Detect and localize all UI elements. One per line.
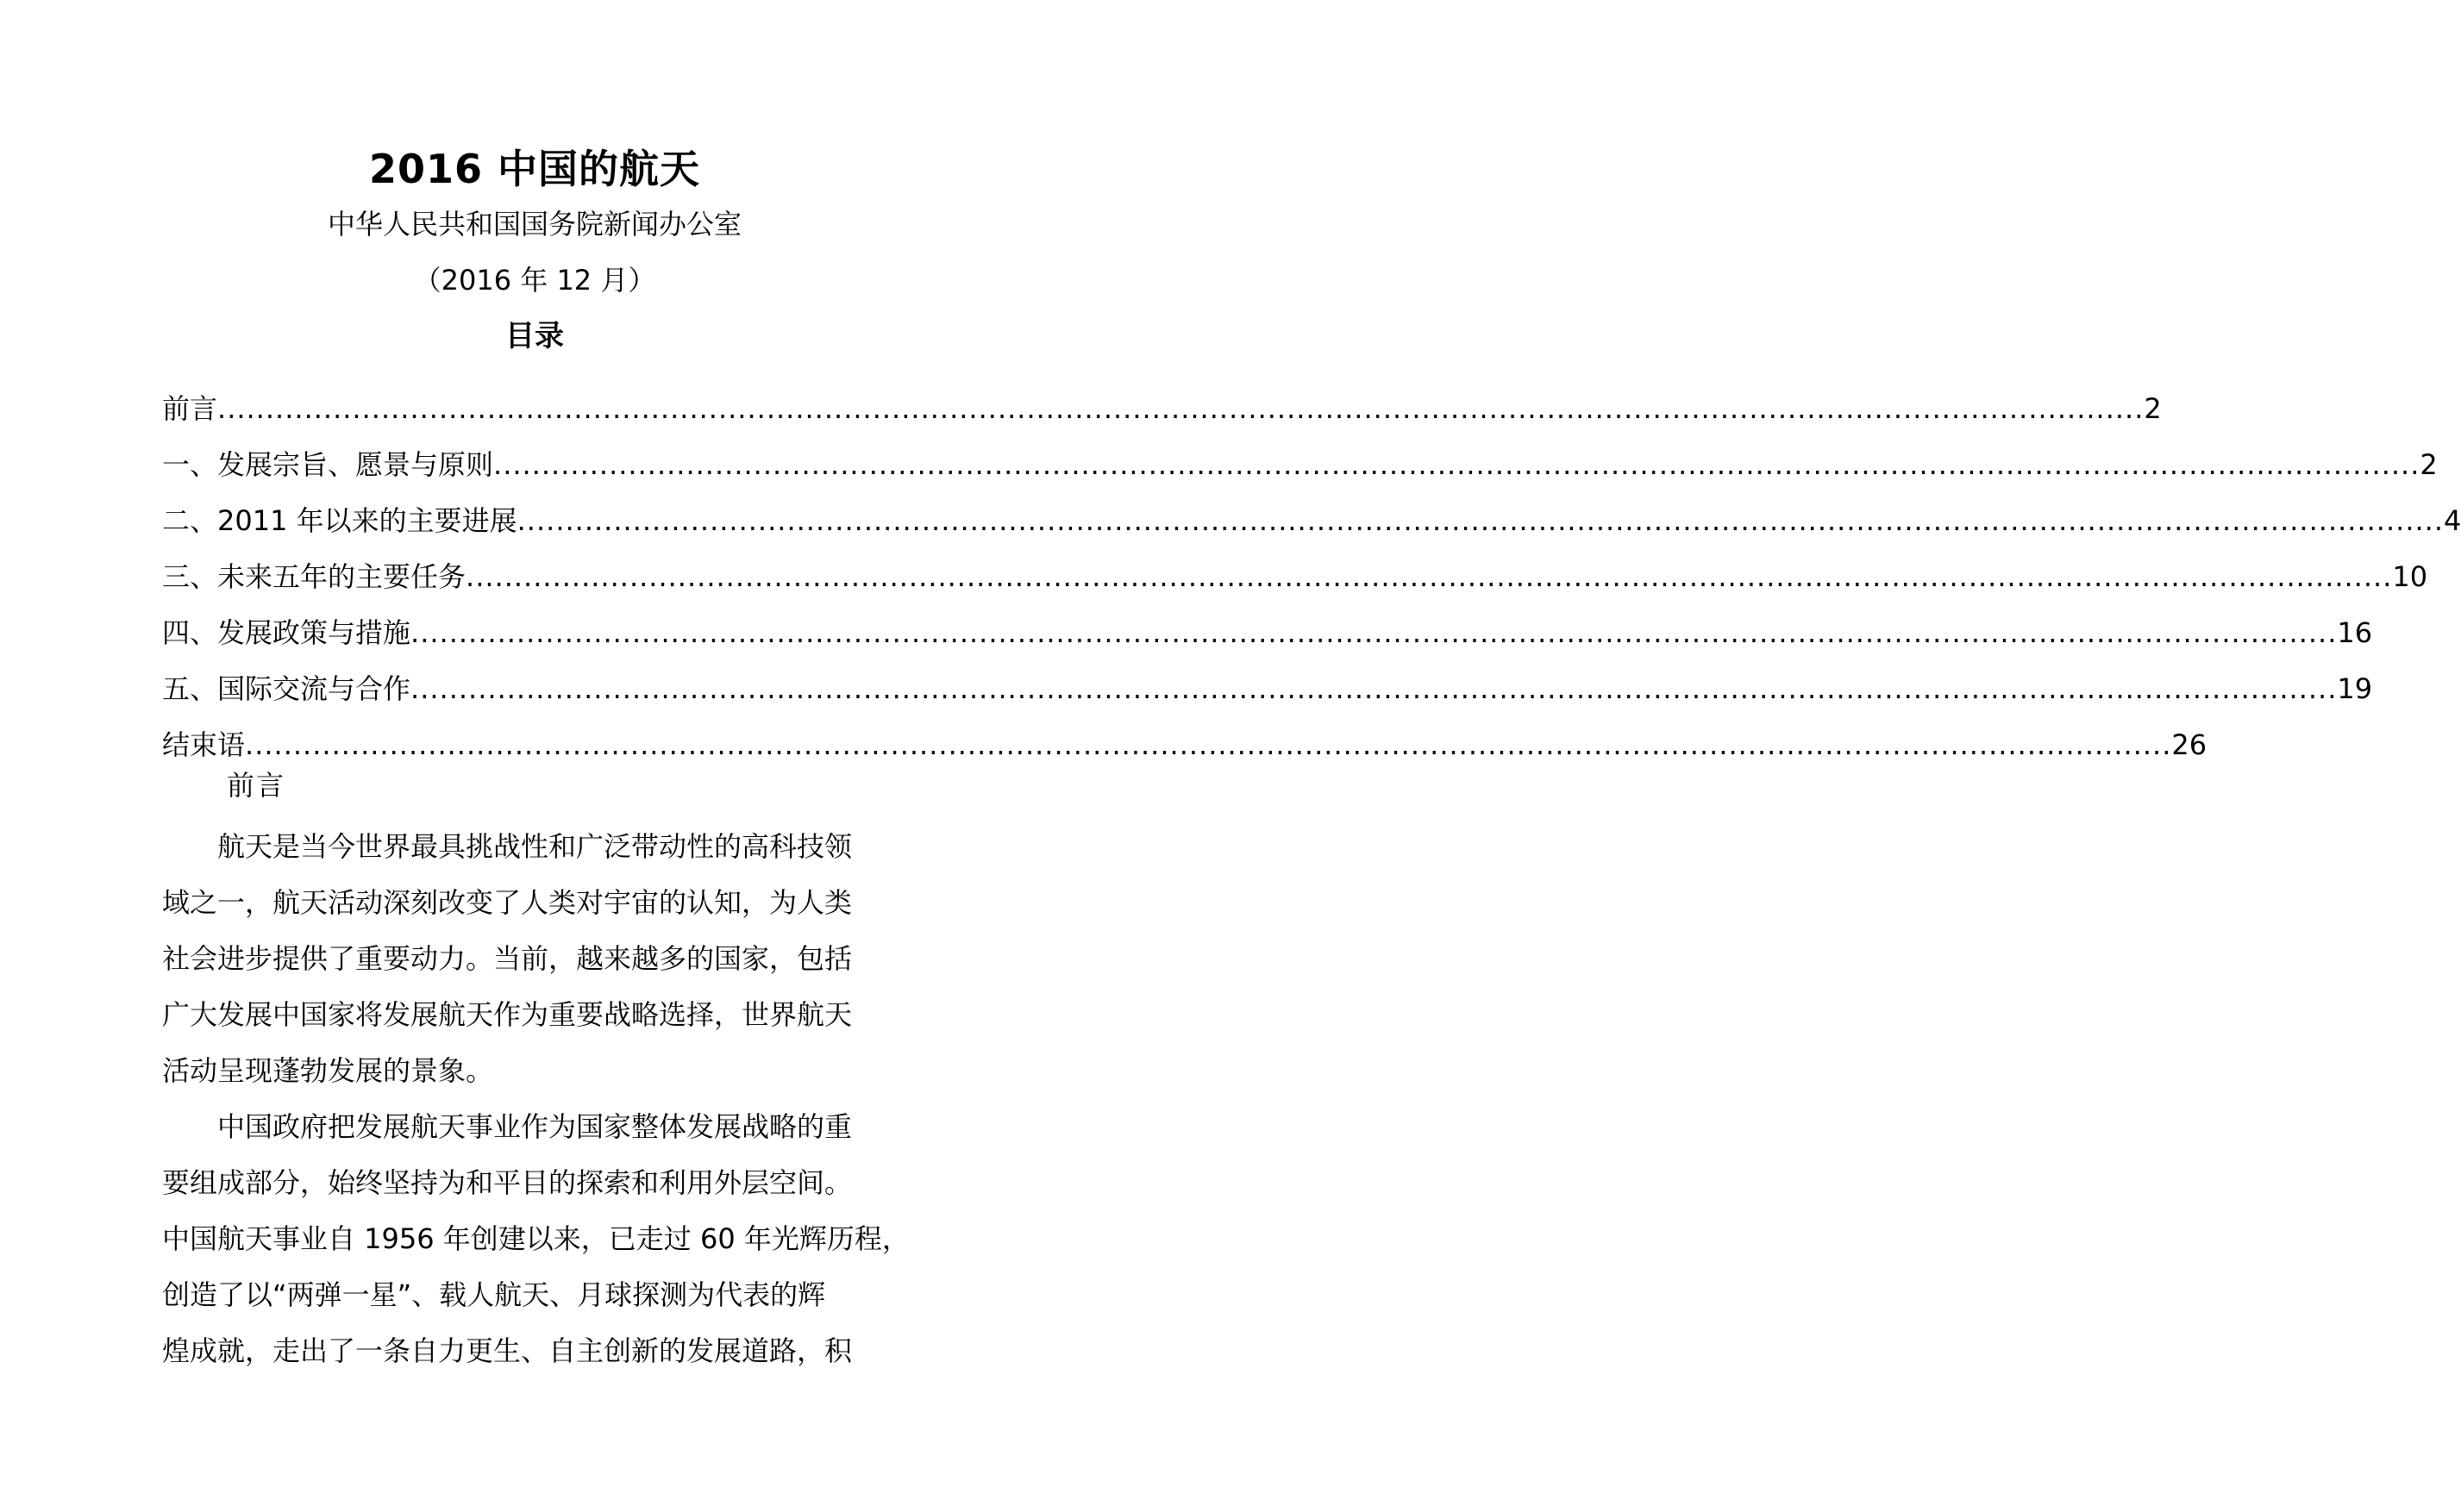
toc-entry-page: 2 <box>2144 392 2162 425</box>
text-line: 航天是当今世界最具挑战性和广泛带动性的高科技领 <box>217 830 853 863</box>
toc-entry[interactable] <box>162 428 2438 484</box>
toc-entry[interactable] <box>162 653 2373 709</box>
toc-entry-label: 五、国际交流与合作 <box>162 672 411 705</box>
toc-entry-label: 前言 <box>162 392 218 425</box>
toc-entry-label: 结束语 <box>162 728 246 761</box>
toc-leader-dots: ........................................................................................................................................................................................................ <box>245 728 2172 761</box>
toc-entry-label: 三、未来五年的主要任务 <box>162 560 467 593</box>
toc-leader-dots: ........................................................................................................................................................................................................ <box>466 560 2393 593</box>
toc-entry-label: 四、发展政策与措施 <box>162 616 411 649</box>
toc-leader-dots: ........................................................................................................................................................................................................ <box>410 672 2338 705</box>
document-date: （2016 年 12 月） <box>413 264 656 297</box>
toc-leader-dots: ........................................................................................................................................................................................................ <box>217 392 2145 425</box>
toc-leader-dots: ........................................................................................................................................................................................................ <box>517 504 2444 537</box>
toc-entry-page: 26 <box>2171 728 2207 761</box>
toc-entry-page: 2 <box>2420 448 2438 481</box>
toc-entry-page: 16 <box>2337 616 2373 649</box>
toc-heading: 目录 <box>505 319 564 353</box>
toc-entry[interactable] <box>162 709 2207 765</box>
toc-leader-dots: ........................................................................................................................................................................................................ <box>493 448 2420 481</box>
toc-entry-page: 4 <box>2444 504 2461 537</box>
text-line: 中国政府把发展航天事业作为国家整体发展战略的重 <box>217 1110 853 1143</box>
toc-leader-dots: ........................................................................................................................................................................................................ <box>410 616 2338 649</box>
toc-entry[interactable] <box>162 540 2428 597</box>
text-line: 社会进步提供了重要动力。当前，越来越多的国家，包括 <box>162 942 853 975</box>
toc-entry[interactable] <box>162 597 2373 653</box>
table-of-contents <box>162 372 2461 765</box>
paragraph <box>162 819 905 1099</box>
toc-entry-page: 10 <box>2392 560 2428 593</box>
preface-heading: 前言 <box>227 769 286 802</box>
toc-entry-label: 一、发展宗旨、愿景与原则 <box>162 448 494 481</box>
document-title: 2016 中国的航天 <box>368 146 701 192</box>
text-line: 要组成部分，始终坚持为和平目的探索和利用外层空间。 <box>162 1166 853 1199</box>
toc-entry[interactable] <box>162 484 2461 540</box>
toc-entry-label: 二、2011 年以来的主要进展 <box>162 504 517 537</box>
text-line: 创造了以“两弹一星”、载人航天、月球探测为代表的辉 <box>162 1278 826 1311</box>
preface-body <box>162 819 910 1379</box>
text-line: 域之一，航天活动深刻改变了人类对宇宙的认知，为人类 <box>162 886 853 919</box>
toc-entry-page: 19 <box>2337 672 2373 705</box>
document-author: 中华人民共和国国务院新闻办公室 <box>327 208 742 241</box>
text-line: 活动呈现蓬勃发展的景象。 <box>162 1054 494 1087</box>
toc-entry[interactable] <box>162 372 2162 428</box>
text-line: 中国航天事业自 1956 年创建以来，已走过 60 年光辉历程， <box>162 1222 910 1255</box>
text-line: 煌成就，走出了一条自力更生、自主创新的发展道路，积 <box>162 1334 853 1367</box>
text-line: 广大发展中国家将发展航天作为重要战略选择，世界航天 <box>162 998 853 1031</box>
paragraph <box>162 1099 910 1379</box>
